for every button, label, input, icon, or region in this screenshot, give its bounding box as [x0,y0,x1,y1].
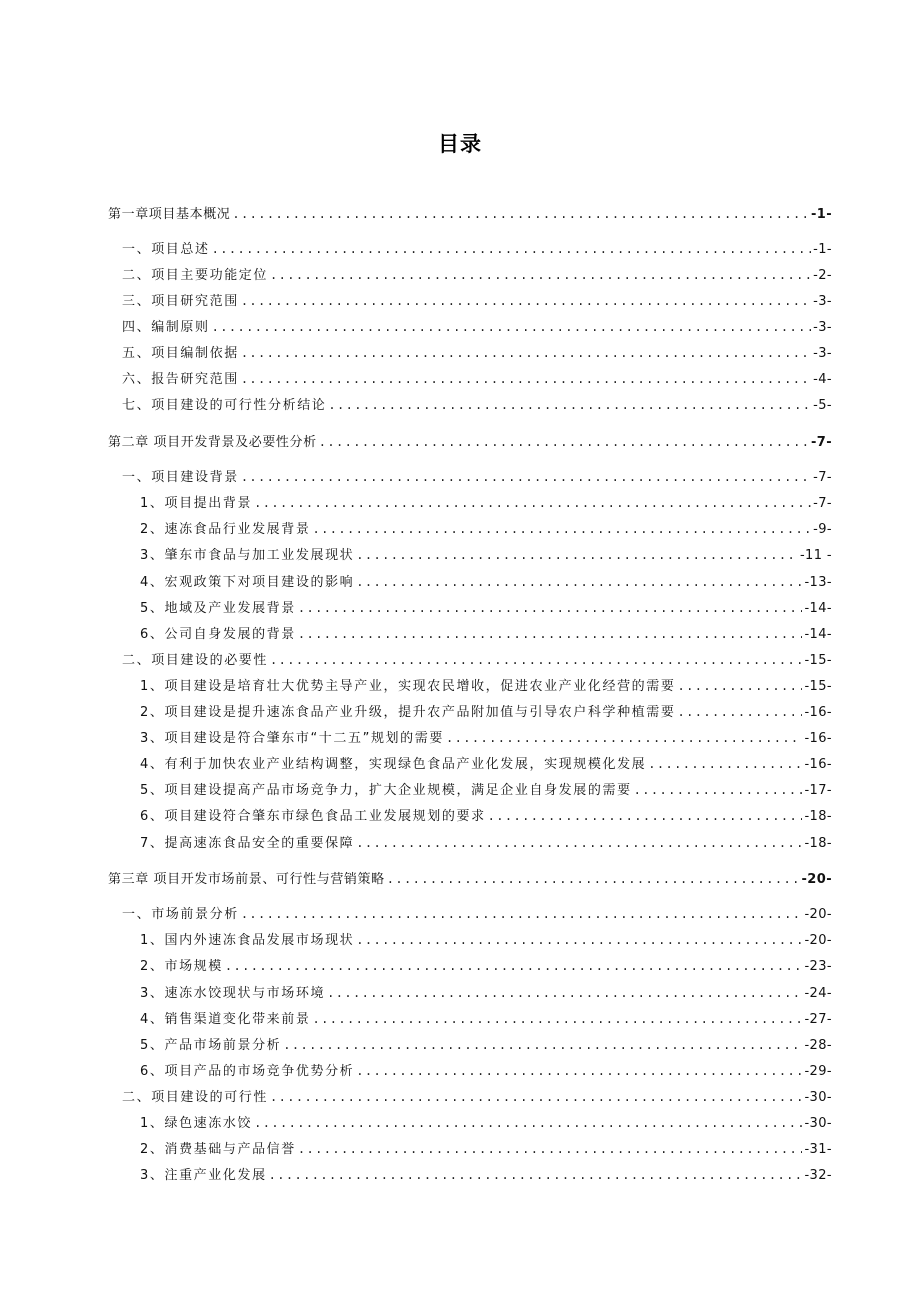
toc-subsection-entry[interactable] [140,493,832,513]
dot-leader [327,983,802,1003]
entry-page-number: -18- [804,809,832,824]
dot-leader [312,1009,802,1029]
dot-leader [356,930,802,950]
toc-subsection-entry[interactable] [140,1009,832,1029]
entry-page-number: -16- [804,757,832,772]
entry-label: 2、消费基础与产品信誉 [140,1142,296,1157]
toc-chapter-entry[interactable] [108,204,832,224]
toc-subsection-entry[interactable] [140,728,832,748]
dot-leader [254,1113,802,1133]
entry-label: 2、项目建设是提升速冻食品产业升级，提升农产品附加值与引导农户科学种植需要 [140,705,676,720]
dot-leader [356,1061,802,1081]
toc-chapter-entry[interactable] [108,432,832,452]
toc-section-entry[interactable] [122,369,832,389]
toc-subsection-entry[interactable] [140,1035,832,1055]
dot-leader [298,624,803,644]
entry-page-number: -20- [804,907,832,922]
dot-leader [356,545,798,565]
toc-section-entry[interactable] [122,343,832,363]
entry-label: 4、有利于加快农业产业结构调整，实现绿色食品产业化发展，实现规模化发展 [140,757,647,772]
dot-leader [241,467,811,487]
dot-leader [241,291,811,311]
entry-label: 一、项目总述 [122,242,210,257]
entry-page-number: -15- [804,653,832,668]
entry-label: 一、项目建设背景 [122,470,239,485]
toc-subsection-entry[interactable] [140,519,832,539]
entry-label: 5、地域及产业发展背景 [140,601,296,616]
dot-leader [298,1139,803,1159]
entry-page-number: -9- [813,522,832,537]
entry-page-number: -16- [804,705,832,720]
entry-label: 3、肇东市食品与加工业发展现状 [140,548,355,563]
entry-page-number: -20- [804,933,832,948]
entry-label: 5、产品市场前景分析 [140,1038,282,1053]
entry-page-number: -7- [810,435,832,450]
entry-page-number: -7- [813,470,832,485]
entry-page-number: -3- [813,320,832,335]
entry-page-number: -7- [813,496,832,511]
dot-leader [328,395,811,415]
entry-label: 3、速冻水饺现状与市场环境 [140,986,326,1001]
toc-chapter-entry[interactable] [108,869,832,889]
toc-section-entry[interactable] [122,1087,832,1107]
entry-page-number: -11 - [799,548,832,563]
entry-page-number: -18- [804,836,832,851]
entry-label: 7、提高速冻食品安全的重要保障 [140,836,355,851]
dot-leader [319,432,809,452]
entry-page-number: -28- [804,1038,832,1053]
entry-label: 六、报告研究范围 [122,372,239,387]
entry-page-number: -4- [813,372,832,387]
entry-label: 4、销售渠道变化带来前景 [140,1012,311,1027]
toc-subsection-entry[interactable] [140,702,832,722]
toc-subsection-entry[interactable] [140,956,832,976]
entry-page-number: -14- [804,627,832,642]
dot-leader [387,869,800,889]
entry-label: 一、市场前景分析 [122,907,239,922]
dot-leader [212,317,812,337]
dot-leader [298,598,803,618]
dot-leader [677,702,802,722]
entry-page-number: -5- [813,398,832,413]
entry-label: 三、项目研究范围 [122,294,239,309]
dot-leader [241,343,811,363]
entry-label: 四、编制原则 [122,320,210,335]
entry-page-number: -29- [804,1064,832,1079]
entry-label: 4、宏观政策下对项目建设的影响 [140,575,355,590]
dot-leader [225,956,803,976]
toc-subsection-entry[interactable] [140,806,832,826]
entry-page-number: -31- [804,1142,832,1157]
entry-page-number: -3- [813,294,832,309]
toc-subsection-entry[interactable] [140,780,832,800]
entry-label: 2、速冻食品行业发展背景 [140,522,311,537]
dot-leader [312,519,811,539]
toc-section-entry[interactable] [122,265,832,285]
toc-section-entry[interactable] [122,467,832,487]
entry-page-number: -23- [804,959,832,974]
entry-page-number: -30- [804,1116,832,1131]
dot-leader [634,780,803,800]
entry-label: 6、项目产品的市场竞争优势分析 [140,1064,355,1079]
entry-page-number: -20- [801,872,832,887]
entry-label: 七、项目建设的可行性分析结论 [122,398,327,413]
toc-subsection-entry[interactable] [140,833,832,853]
entry-page-number: -1- [810,207,832,222]
entry-page-number: -3- [813,346,832,361]
entry-label: 6、公司自身发展的背景 [140,627,296,642]
toc-section-entry[interactable] [122,395,832,415]
toc-subsection-entry[interactable] [140,545,832,565]
toc-subsection-entry[interactable] [140,1061,832,1081]
dot-leader [677,676,802,696]
entry-label: 1、项目提出背景 [140,496,253,511]
entry-page-number: -30- [804,1090,832,1105]
entry-label: 二、项目建设的必要性 [122,653,269,668]
toc-subsection-entry[interactable] [140,572,832,592]
dot-leader [648,754,802,774]
entry-label: 第二章 项目开发背景及必要性分析 [108,435,317,450]
entry-page-number: -2- [813,268,832,283]
entry-label: 3、注重产业化发展 [140,1168,267,1183]
dot-leader [270,650,802,670]
toc-subsection-entry[interactable] [140,983,832,1003]
dot-leader [356,572,802,592]
entry-label: 3、项目建设是符合肇东市“十二五”规划的需要 [140,731,444,746]
entry-label: 二、项目主要功能定位 [122,268,269,283]
toc-subsection-entry[interactable] [140,598,832,618]
toc-subsection-entry[interactable] [140,1113,832,1133]
entry-page-number: -14- [804,601,832,616]
entry-page-number: -32- [804,1168,832,1183]
entry-page-number: -1- [813,242,832,257]
dot-leader [254,493,811,513]
toc-subsection-entry[interactable] [140,1139,832,1159]
entry-label: 五、项目编制依据 [122,346,239,361]
entry-label: 1、绿色速冻水饺 [140,1116,253,1131]
dot-leader [241,904,803,924]
entry-label: 6、项目建设符合肇东市绿色食品工业发展规划的要求 [140,809,486,824]
entry-page-number: -27- [804,1012,832,1027]
dot-leader [212,239,812,259]
dot-leader [269,1165,803,1185]
toc-section-entry[interactable] [122,239,832,259]
dot-leader [270,265,811,285]
dot-leader [270,1087,802,1107]
entry-label: 2、市场规模 [140,959,223,974]
entry-label: 1、国内外速冻食品发展市场现状 [140,933,355,948]
dot-leader [241,369,811,389]
entry-label: 5、项目建设提高产品市场竞争力，扩大企业规模，满足企业自身发展的需要 [140,783,632,798]
dot-leader [356,833,802,853]
toc-section-entry[interactable] [122,317,832,337]
toc-subsection-entry[interactable] [140,930,832,950]
dot-leader [232,204,809,224]
dot-leader [446,728,803,748]
entry-page-number: -16- [804,731,832,746]
toc-title: 目录 [438,132,482,156]
entry-label: 1、项目建设是培育壮大优势主导产业，实现农民增收，促进农业产业化经营的需要 [140,679,676,694]
entry-label: 二、项目建设的可行性 [122,1090,269,1105]
entry-page-number: -17- [804,783,832,798]
entry-label: 第三章 项目开发市场前景、可行性与营销策略 [108,872,385,887]
toc-section-entry[interactable] [122,650,832,670]
toc-section-entry[interactable] [122,291,832,311]
entry-page-number: -15- [804,679,832,694]
dot-leader [488,806,803,826]
toc-section-entry[interactable] [122,904,832,924]
toc-subsection-entry[interactable] [140,676,832,696]
entry-label: 第一章项目基本概况 [108,207,231,222]
entry-page-number: -13- [804,575,832,590]
entry-page-number: -24- [804,986,832,1001]
toc-subsection-entry[interactable] [140,1165,832,1185]
toc-subsection-entry[interactable] [140,624,832,644]
dot-leader [283,1035,802,1055]
toc-subsection-entry[interactable] [140,754,832,774]
